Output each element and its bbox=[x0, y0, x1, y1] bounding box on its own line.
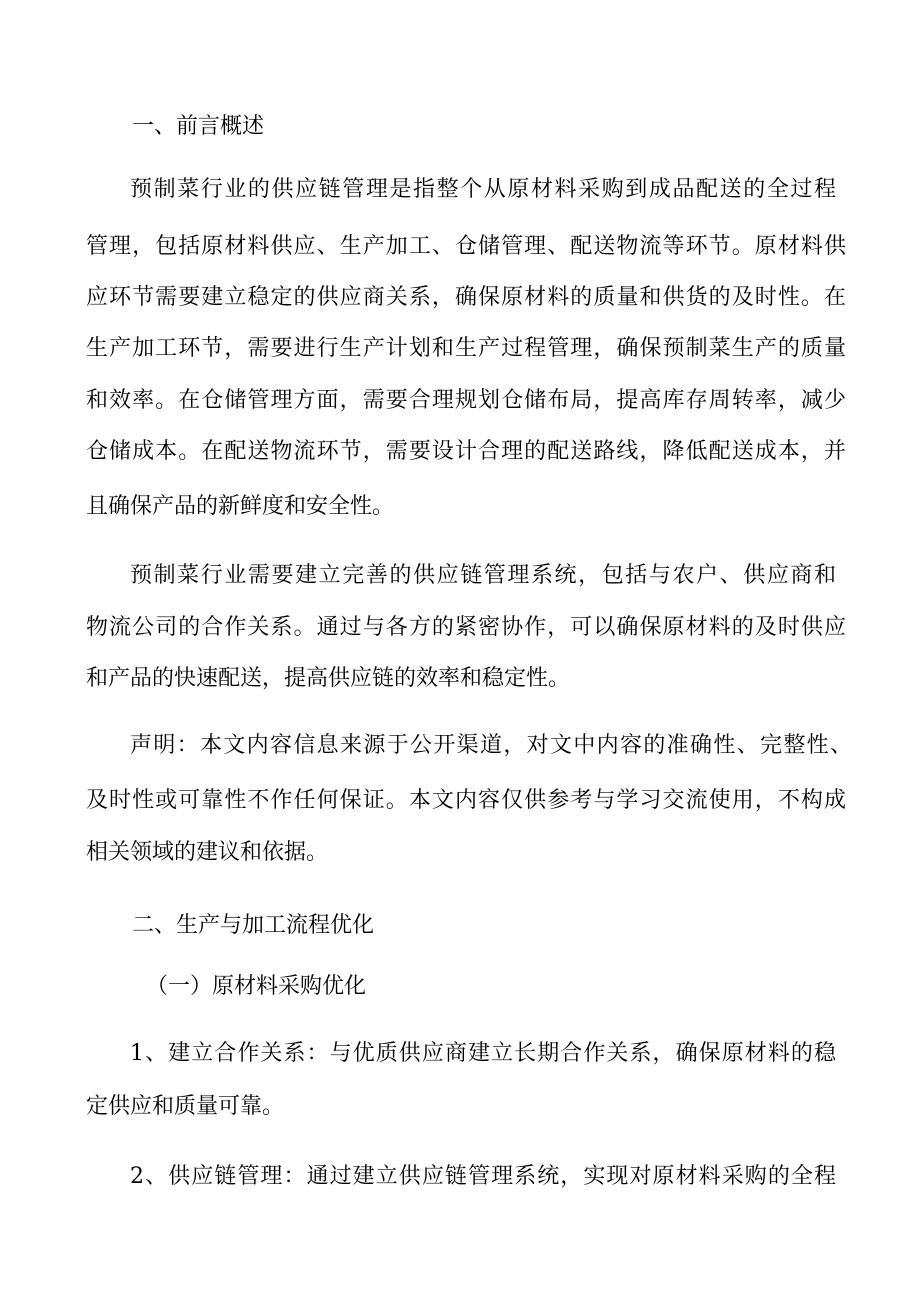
paragraph-line: 预制菜行业的供应链管理是指整个从原材料采购到成品配送的全过程 bbox=[130, 177, 836, 202]
paragraph-line: 相关领域的建议和依据。 bbox=[86, 840, 329, 865]
paragraph-line: 及时性或可靠性不作任何保证。本文内容仅供参考与学习交流使用，不构成 bbox=[86, 788, 846, 813]
paragraph-line: 物流公司的合作关系。通过与各方的紧密协作，可以确保原材料的及时供应 bbox=[86, 615, 846, 640]
paragraph-line: 定供应和质量可靠。 bbox=[86, 1094, 285, 1119]
paragraph-line: 且确保产品的新鲜度和安全性。 bbox=[86, 494, 395, 519]
paragraph-line: 生产加工环节，需要进行生产计划和生产过程管理，确保预制菜生产的质量 bbox=[86, 336, 846, 361]
paragraph-line: 预制菜行业需要建立完善的供应链管理系统，包括与农户、供应商和 bbox=[130, 563, 836, 588]
paragraph-line: 声明：本文内容信息来源于公开渠道，对文中内容的准确性、完整性、 bbox=[130, 733, 852, 758]
paragraph-line: 1、建立合作关系：与优质供应商建立长期合作关系，确保原材料的稳 bbox=[130, 1041, 836, 1066]
paragraph-line: 仓储成本。在配送物流环节，需要设计合理的配送路线，降低配送成本，并 bbox=[86, 439, 846, 464]
section-heading-1: 一、前言概述 bbox=[132, 114, 265, 139]
paragraph-line: 应环节需要建立稳定的供应商关系，确保原材料的质量和供货的及时性。在 bbox=[86, 285, 846, 310]
paragraph-line: 管理，包括原材料供应、生产加工、仓储管理、配送物流等环节。原材料供 bbox=[86, 234, 846, 259]
section-heading-2: 二、生产与加工流程优化 bbox=[132, 913, 375, 938]
subsection-heading-1: （一）原材料采购优化 bbox=[146, 974, 367, 999]
paragraph-line: 2、供应链管理：通过建立供应链管理系统，实现对原材料采购的全程 bbox=[130, 1164, 836, 1189]
paragraph-line: 和效率。在仓储管理方面，需要合理规划仓储布局，提高库存周转率，减少 bbox=[86, 388, 846, 413]
paragraph-line: 和产品的快速配送，提高供应链的效率和稳定性。 bbox=[86, 666, 571, 691]
